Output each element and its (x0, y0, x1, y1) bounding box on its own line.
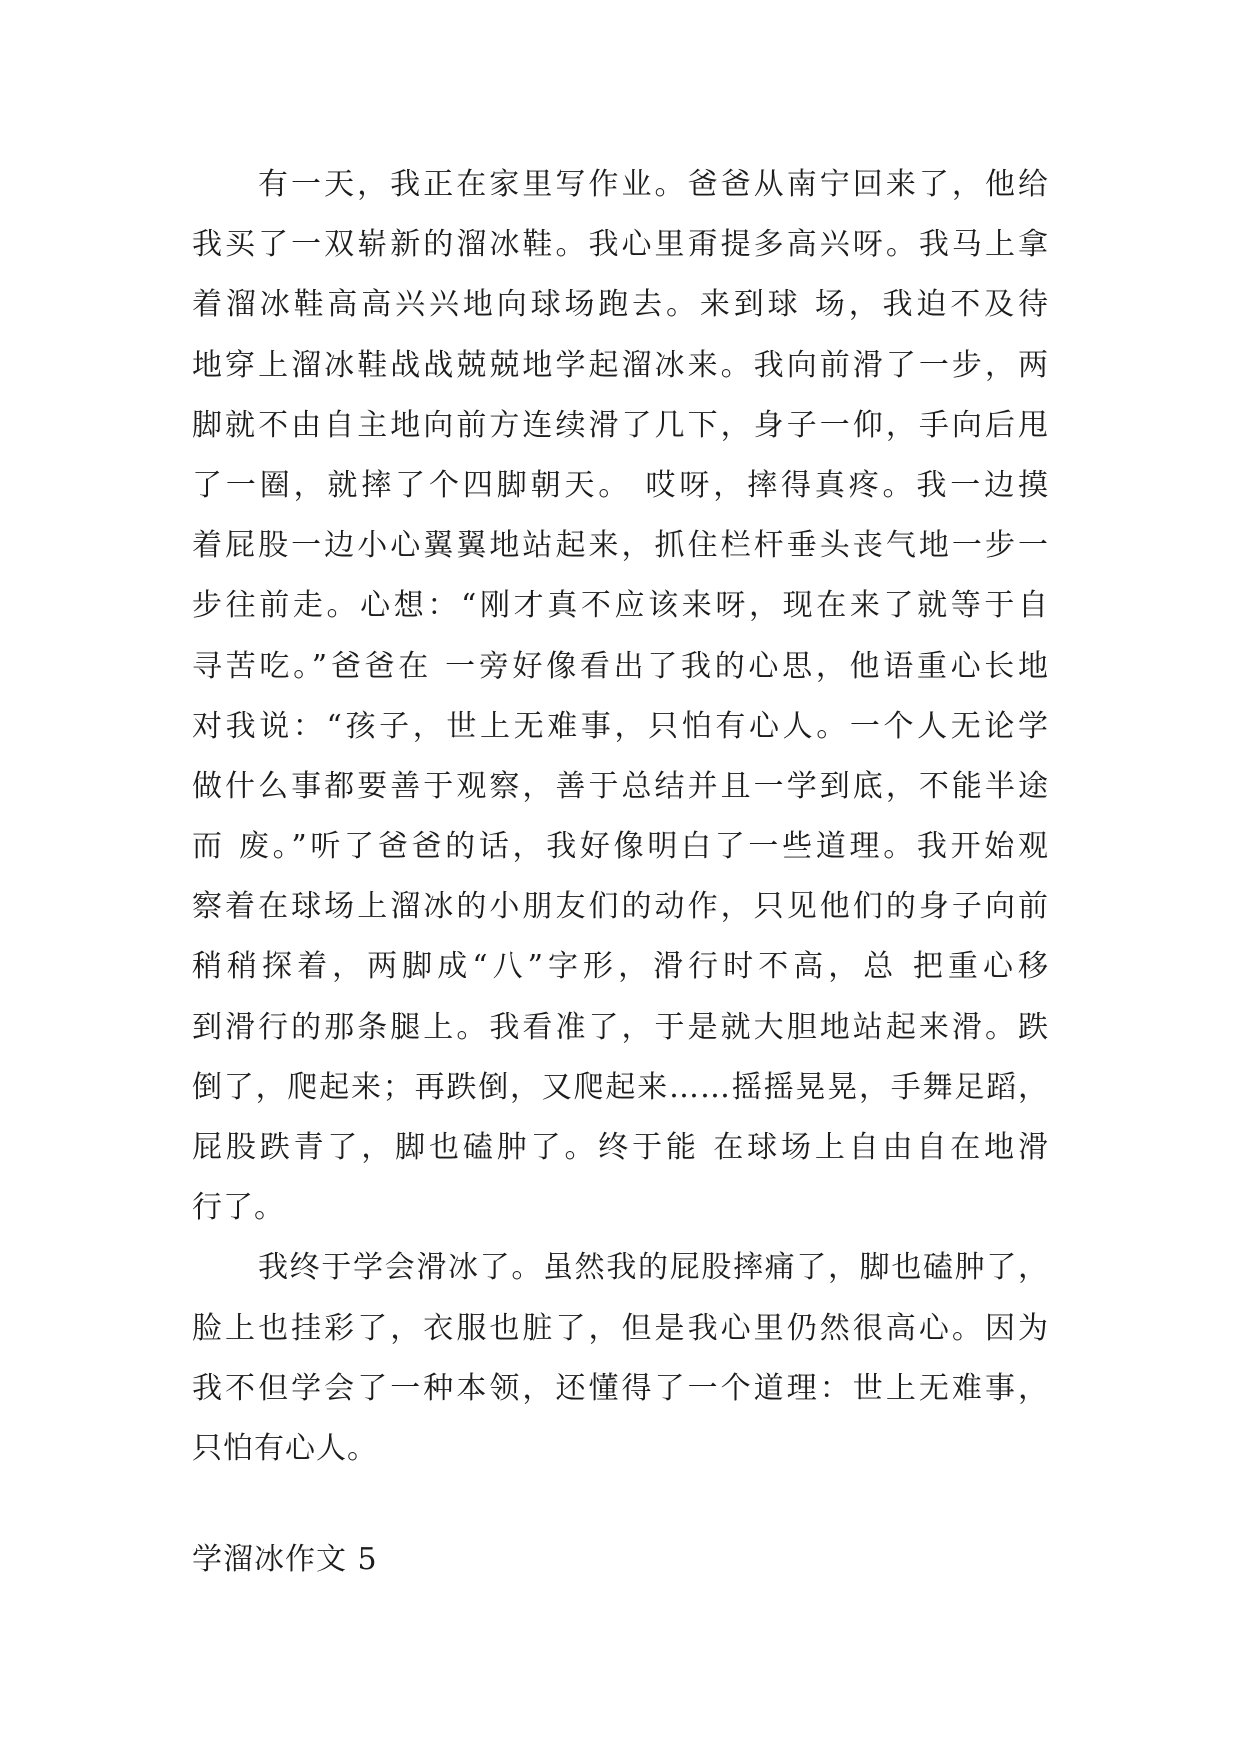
text-line: 察着在球场上溜冰的小朋友们的动作，只见他们的身子向前 (192, 889, 1049, 925)
text-line: 只怕有心人。 (192, 1430, 378, 1466)
text-line: 地穿上溜冰鞋战战兢兢地学起溜冰来。我向前滑了一步，两 (192, 347, 1049, 383)
section-heading: 学溜冰作文 5 (192, 1542, 378, 1577)
text-line: 而 废。”听了爸爸的话，我好像明白了一些道理。我开始观 (192, 829, 1049, 865)
text-line: 屁股跌青了，脚也磕肿了。终于能 在球场上自由自在地滑 (192, 1130, 1049, 1165)
text-line: 有一天，我正在家里写作业。爸爸从南宁回来了，他给 (258, 167, 1049, 202)
paragraph (192, 1238, 1049, 1479)
text-line: 脸上也挂彩了，衣服也脏了，但是我心里仍然很高心。因为 (192, 1310, 1049, 1346)
text-line: 倒了，爬起来；再跌倒，又爬起来……摇摇晃晃，手舞足蹈， (192, 1069, 1049, 1105)
text-line: 对我说：“孩子，世上无难事，只怕有心人。一个人无论学 (192, 708, 1049, 744)
text-line: 行了。 (192, 1190, 285, 1226)
text-line: 步往前走。心想：“刚才真不应该来呀，现在来了就等于自 (192, 588, 1049, 624)
text-line: 我终于学会滑冰了。虽然我的屁股摔痛了，脚也磕肿了， (258, 1250, 1049, 1286)
text-line: 我买了一双崭新的溜冰鞋。我心里甭提多高兴呀。我马上拿 (192, 227, 1049, 263)
text-line: 寻苦吃。”爸爸在 一旁好像看出了我的心思，他语重心长地 (192, 648, 1049, 684)
text-line: 着屁股一边小心翼翼地站起来，抓住栏杆垂头丧气地一步一 (192, 528, 1049, 564)
text-line: 稍稍探着，两脚成“八”字形，滑行时不高，总 把重心移 (192, 949, 1049, 985)
document-body (192, 155, 1049, 1479)
text-line: 脚就不由自主地向前方连续滑了几下，身子一仰，手向后甩 (192, 407, 1049, 443)
paragraph (192, 155, 1049, 1238)
text-line: 到滑行的那条腿上。我看准了，于是就大胆地站起来滑。跌 (192, 1009, 1049, 1045)
text-line: 了一圈，就摔了个四脚朝天。 哎呀，摔得真疼。我一边摸 (192, 467, 1049, 503)
text-line: 着溜冰鞋高高兴兴地向球场跑去。来到球 场，我迫不及待 (192, 287, 1049, 323)
text-line: 我不但学会了一种本领，还懂得了一个道理：世上无难事， (192, 1370, 1049, 1406)
text-line: 做什么事都要善于观察，善于总结并且一学到底，不能半途 (192, 768, 1049, 804)
